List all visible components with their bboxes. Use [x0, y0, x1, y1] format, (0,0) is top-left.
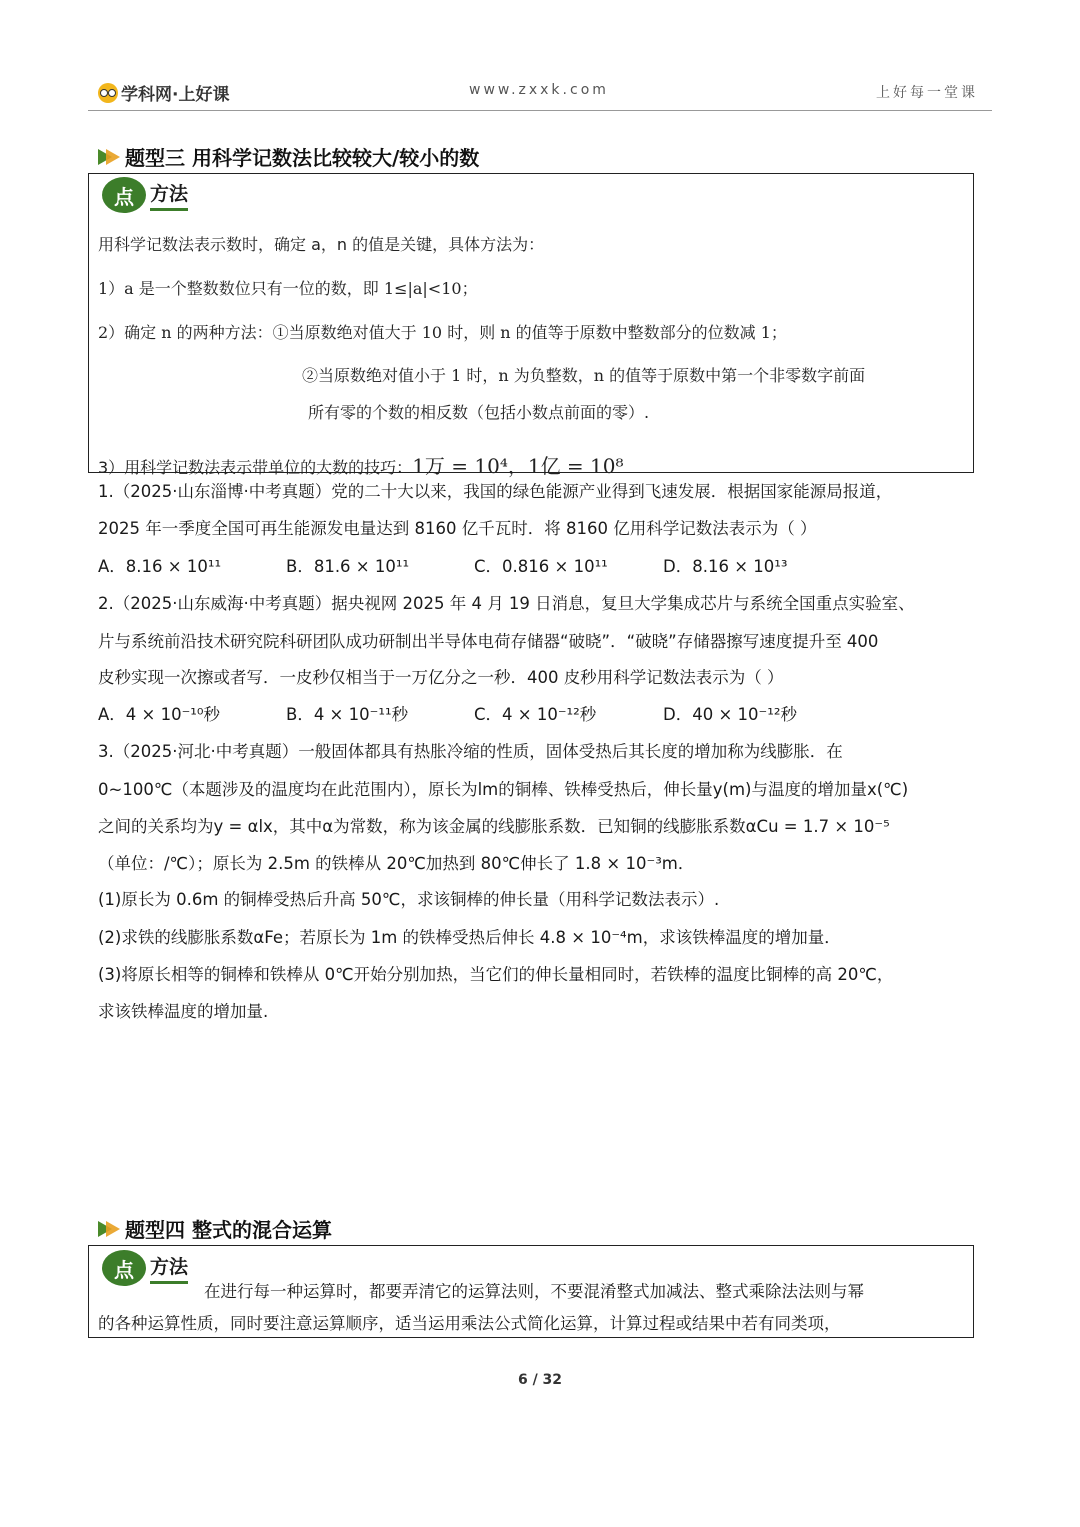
q2-option-d[interactable]: D．40 × 10⁻¹²秒 [663, 705, 797, 724]
q2-option-c[interactable]: C．4 × 10⁻¹²秒 [474, 705, 597, 724]
q3-stem-1: 3.（2025·河北·中考真题）一般固体都具有热胀冷缩的性质，固体受热后其长度的增加称为线膨胀．在 [98, 742, 843, 761]
q2-stem-1: 2.（2025·山东威海·中考真题）据央视网 2025 年 4 月 19 日消息，复旦大学集成芯片与系统全国重点实验室、 [98, 594, 915, 613]
q1-option-c[interactable]: C．0.816 × 10¹¹ [474, 557, 608, 576]
q3-sub-3b: 求该铁棒温度的增加量. [98, 1002, 269, 1021]
q1-option-d[interactable]: D．8.16 × 10¹³ [663, 557, 788, 576]
q3-sub-2: (2)求铁的线膨胀系数αFe；若原长为 1m 的铁棒受热后伸长 4.8 × 10⁻⁴m，求该铁棒温度的增加量． [98, 928, 841, 947]
q3-stem-4: （单位：/℃）；原长为 2.5m 的铁棒从 20℃加热到 80℃伸长了 1.8 × 10⁻³m． [98, 854, 695, 873]
section-heading-3 [98, 142, 479, 171]
q3-stem-3: 之间的关系均为y = αlx，其中α为常数，称为该金属的线膨胀系数．已知铜的线膨胀系数αCu = 1.7 × 10⁻⁵ [98, 817, 890, 836]
logo-text: 学科网·上好课 [121, 85, 230, 105]
section-arrow-icon [98, 1221, 122, 1237]
method-line-6-text: 3）用科学记数法表示带单位的大数的技巧： [98, 458, 413, 477]
method-badge [102, 177, 188, 213]
q1-option-b[interactable]: B．81.6 × 10¹¹ [286, 557, 410, 576]
page-number: 6 / 32 [517, 1372, 563, 1388]
method-line-5: 所有零的个数的相反数（包括小数点前面的零）. [308, 403, 650, 422]
method-line-6-math: 1万 = 10⁴，1亿 = 10⁸ [412, 454, 624, 478]
section-heading-4 [98, 1214, 332, 1243]
method-badge-icon: 点 [102, 177, 146, 213]
q2-stem-2: 片与系统前沿技术研究院科研团队成功研制出半导体电荷存储器“破晓”．“破晓”存储器擦写速度提升至 400 [98, 632, 879, 651]
site-logo[interactable] [98, 80, 229, 105]
method-badge-label: 方法 [150, 1252, 188, 1284]
q1-option-a[interactable]: A．8.16 × 10¹¹ [98, 557, 222, 576]
method-line-6 [98, 450, 624, 479]
section-arrow-icon [98, 149, 122, 165]
method-badge-icon: 点 [102, 1250, 146, 1286]
method-line-1: 用科学记数法表示数时，确定 a，n 的值是关键，具体方法为： [98, 235, 545, 254]
method4-line-1: 在进行每一种运算时，都要弄清它的运算法则，不要混淆整式加减法、整式乘除法法则与幂 [204, 1282, 864, 1301]
q3-sub-1: (1)原长为 0.6m 的铜棒受热后升高 50℃，求该铜棒的伸长量（用科学记数法表示）. [98, 890, 720, 909]
method-badge [102, 1250, 188, 1286]
q2-stem-3: 皮秒实现一次擦或者写．一皮秒仅相当于一万亿分之一秒．400 皮秒用科学记数法表示为（ ） [98, 668, 784, 687]
q2-option-b[interactable]: B．4 × 10⁻¹¹秒 [286, 705, 409, 724]
section-title: 题型三 用科学记数法比较较大/较小的数 [125, 146, 480, 170]
header-divider [88, 110, 992, 111]
q1-stem-2: 2025 年一季度全国可再生能源发电量达到 8160 亿千瓦时．将 8160 亿用科学记数法表示为（ ） [98, 519, 817, 538]
method-line-3: 2）确定 n 的两种方法：①当原数绝对值大于 10 时，则 n 的值等于原数中整数部分的位数减 1； [98, 323, 787, 342]
section-title: 题型四 整式的混合运算 [125, 1218, 332, 1242]
method-line-2: 1）a 是一个整数数位只有一位的数，即 1≤|a|<10； [98, 279, 478, 298]
method4-line-2: 的各种运算性质，同时要注意运算顺序，适当运用乘法公式简化运算，计算过程或结果中若有同类项， [98, 1314, 841, 1333]
owl-logo-icon [98, 83, 118, 103]
method-badge-label: 方法 [150, 179, 188, 211]
method-line-4: ②当原数绝对值小于 1 时，n 为负整数，n 的值等于原数中第一个非零数字前面 [302, 366, 866, 385]
site-url[interactable]: www.zxxk.com [469, 82, 609, 98]
q3-stem-2: 0~100℃（本题涉及的温度均在此范围内），原长为lm的铜棒、铁棒受热后，伸长量y(m)与温度的增加量x(℃) [98, 780, 909, 799]
site-motto: 上好每一堂课 [876, 85, 978, 101]
q2-option-a[interactable]: A．4 × 10⁻¹⁰秒 [98, 705, 221, 724]
q3-sub-3a: (3)将原长相等的铜棒和铁棒从 0℃开始分别加热，当它们的伸长量相同时，若铁棒的温度比铜棒的高 20℃， [98, 965, 894, 984]
q1-stem-1: 1.（2025·山东淄博·中考真题）党的二十大以来，我国的绿色能源产业得到飞速发展．根据国家能源局报道， [98, 482, 893, 501]
